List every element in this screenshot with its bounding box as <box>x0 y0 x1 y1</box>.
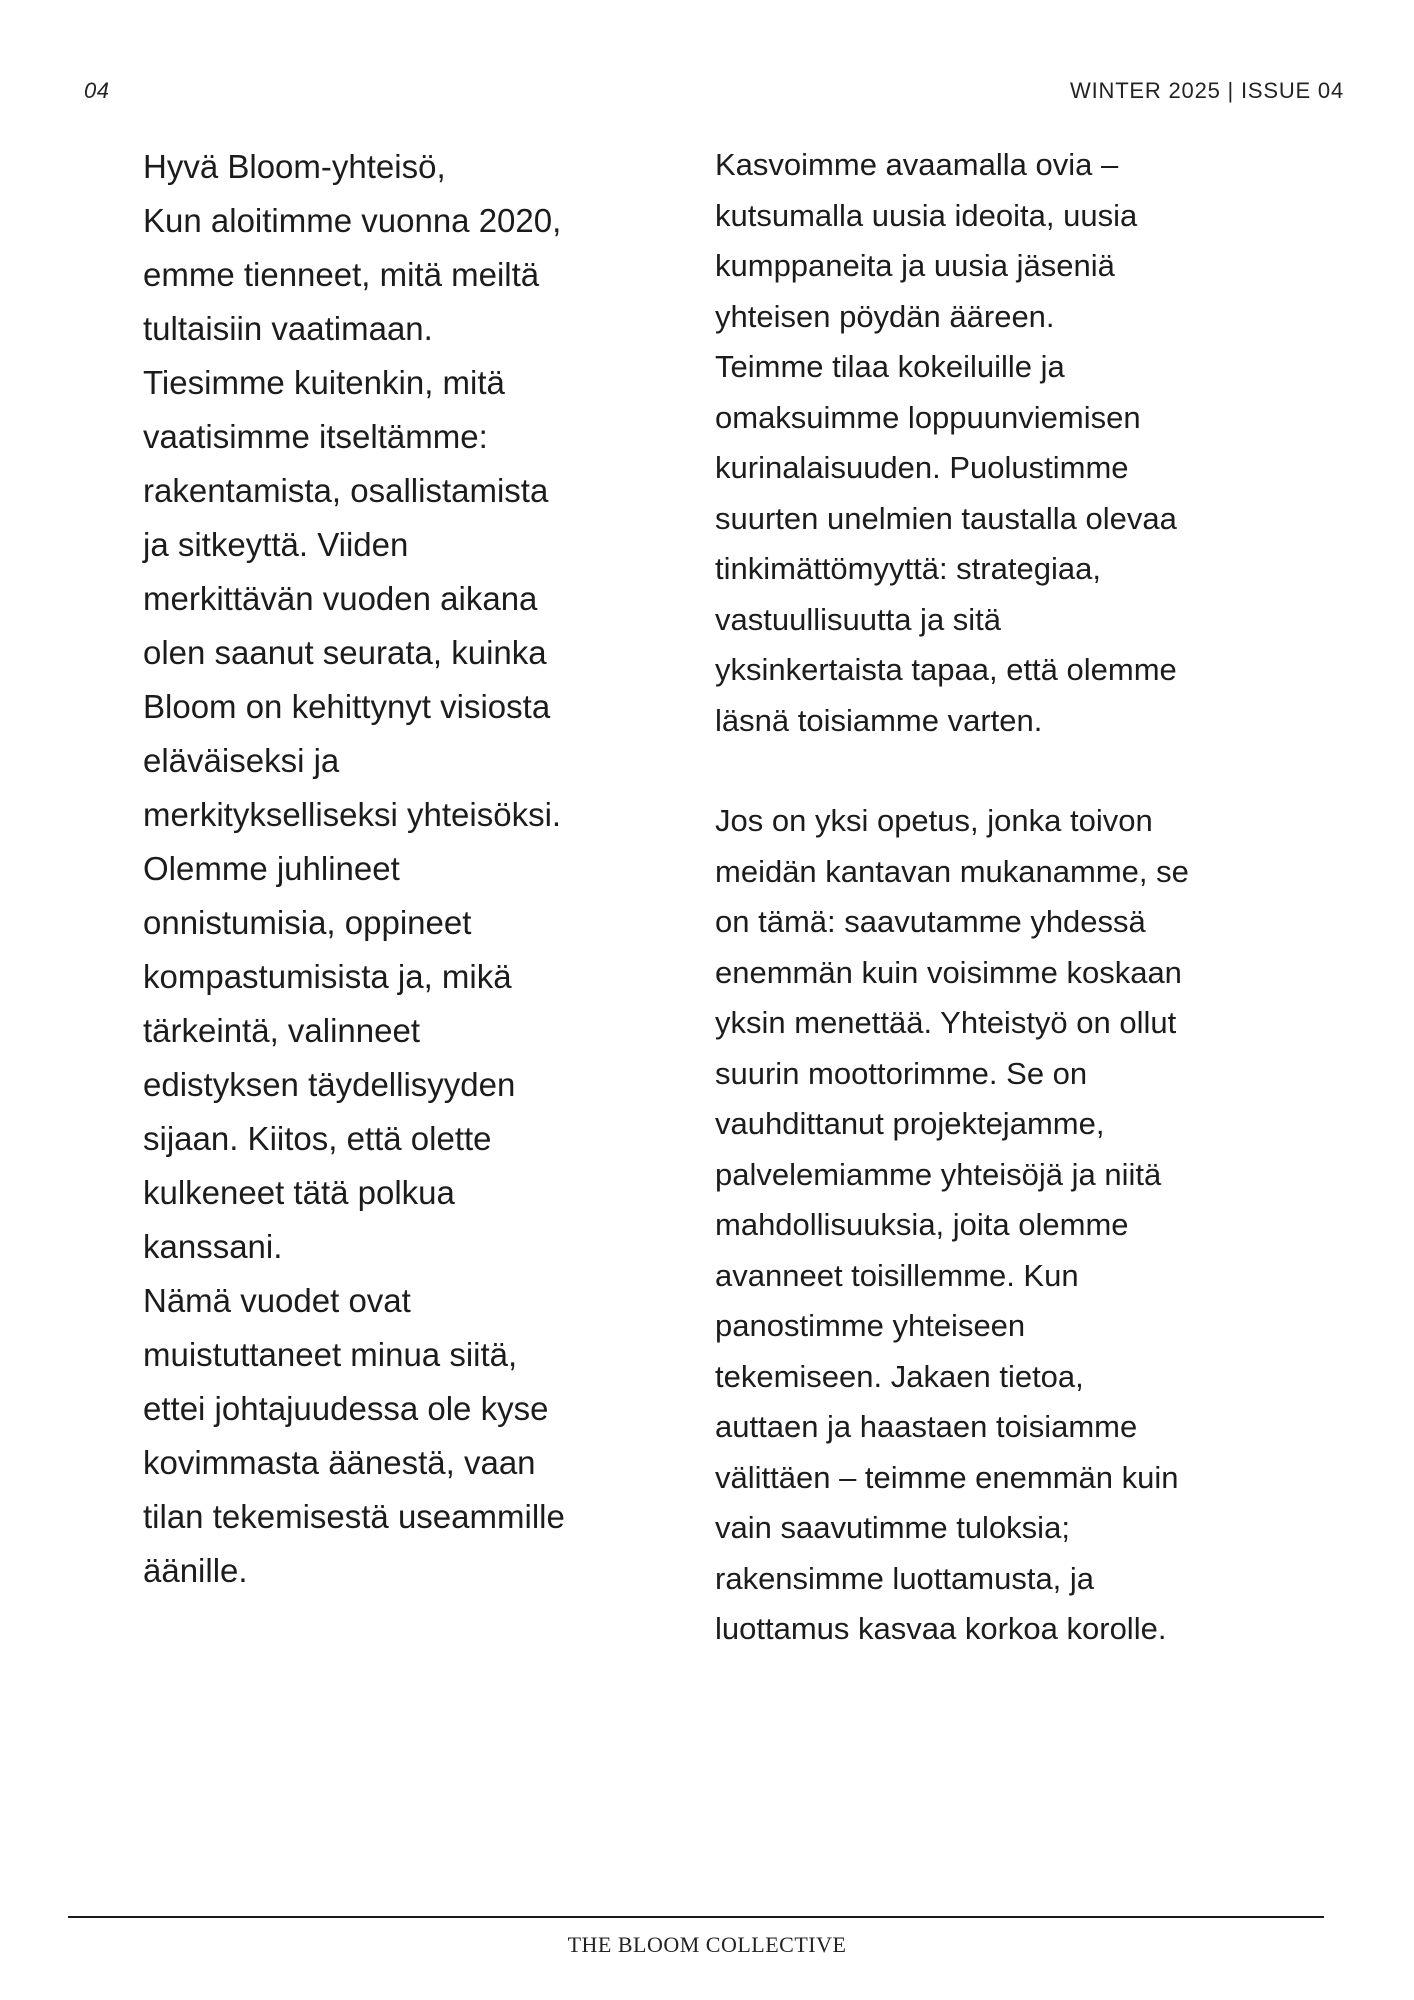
text-line: panostimme yhteiseen <box>715 1308 1026 1343</box>
text-line: enemmän kuin voisimme koskaan <box>715 954 1182 990</box>
footer-divider <box>68 1916 1324 1918</box>
text-line: ja sitkeyttä. Viiden <box>143 526 409 563</box>
text-line: luottamus kasvaa korkoa korolle. <box>715 1611 1167 1646</box>
text-line: kulkeneet tätä polkua <box>143 1174 455 1211</box>
text-line: Teimme tilaa kokeiluille ja <box>715 349 1065 384</box>
text-line: Kun aloitimme vuonna 2020, <box>143 202 562 239</box>
text-line: avanneet toisillemme. Kun <box>715 1257 1079 1293</box>
text-line: Kasvoimme avaamalla ovia – <box>715 147 1119 182</box>
text-line: kurinalaisuuden. Puolustimme <box>715 450 1129 485</box>
text-line: eläväiseksi ja <box>143 742 340 779</box>
text-line: yksinkertaista tapaa, että olemme <box>715 652 1177 687</box>
text-line: muistuttaneet minua siitä, <box>143 1336 518 1373</box>
text-line: edistyksen täydellisyyden <box>143 1066 516 1103</box>
text-line: Jos on yksi opetus, jonka toivon <box>715 803 1153 838</box>
text-line: auttaen ja haastaen toisiamme <box>715 1409 1138 1444</box>
text-line: Bloom on kehittynyt visiosta <box>143 688 551 725</box>
text-line: rakentamista, osallistamista <box>143 472 549 509</box>
text-line: tekemiseen. Jakaen tietoa, <box>715 1358 1084 1394</box>
text-line: meidän kantavan mukanamme, se <box>715 853 1189 889</box>
text-line: vastuullisuutta ja sitä <box>715 601 1002 637</box>
text-line: sijaan. Kiitos, että olette <box>143 1120 492 1157</box>
text-line: kompastumisista ja, mikä <box>143 958 512 995</box>
text-line: tultaisiin vaatimaan. <box>143 310 433 347</box>
text-line: onnistumisia, oppineet <box>143 904 472 941</box>
text-line: omaksuimme loppuunviemisen <box>715 399 1141 435</box>
text-line: vain saavutimme tuloksia; <box>715 1510 1070 1545</box>
text-line: suurten unelmien taustalla olevaa <box>715 500 1177 536</box>
right-column <box>715 140 1315 1655</box>
issue-label: WINTER 2025 | ISSUE 04 <box>1070 78 1344 103</box>
text-line: kovimmasta äänestä, vaan <box>143 1444 536 1481</box>
text-line: palvelemiamme yhteisöjä ja niitä <box>715 1156 1162 1192</box>
page-number: 04 <box>84 78 110 103</box>
text-line: Olemme juhlineet <box>143 850 400 887</box>
text-line: ettei johtajuudessa ole kyse <box>143 1390 549 1427</box>
footer-publication-name: THE BLOOM COLLECTIVE <box>567 1932 847 1957</box>
text-line: vauhdittanut projektejamme, <box>715 1106 1105 1141</box>
text-line: tilan tekemisestä useammille <box>143 1498 565 1535</box>
text-line: äänille. <box>143 1552 248 1589</box>
text-line: merkittävän vuoden aikana <box>143 580 538 617</box>
paragraph-collaboration <box>715 796 1315 1655</box>
text-line: vaatisimme itseltämme: <box>143 418 488 455</box>
text-line: emme tienneet, mitä meiltä <box>143 256 540 293</box>
text-line: läsnä toisiamme varten. <box>715 702 1043 738</box>
text-line: merkitykselliseksi yhteisöksi. <box>143 796 562 833</box>
text-line: kutsumalla uusia ideoita, uusia <box>715 197 1138 233</box>
text-line: olen saanut seurata, kuinka <box>143 634 547 671</box>
text-line: tinkimättömyyttä: strategiaa, <box>715 551 1101 586</box>
left-column <box>143 140 683 1598</box>
text-line: suurin moottorimme. Se on <box>715 1055 1088 1091</box>
paragraph-growth <box>715 140 1315 746</box>
text-line: Hyvä Bloom-yhteisö, <box>143 148 446 185</box>
text-line: Nämä vuodet ovat <box>143 1282 411 1319</box>
text-line: rakensimme luottamusta, ja <box>715 1560 1095 1596</box>
text-line: yhteisen pöydän ääreen. <box>715 298 1055 334</box>
text-line: Tiesimme kuitenkin, mitä <box>143 364 505 401</box>
text-line: yksin menettää. Yhteistyö on ollut <box>715 1005 1177 1040</box>
text-line: kanssani. <box>143 1228 283 1265</box>
text-line: välittäen – teimme enemmän kuin <box>715 1459 1179 1495</box>
text-line: tärkeintä, valinneet <box>143 1012 421 1049</box>
text-line: mahdollisuuksia, joita olemme <box>715 1207 1129 1242</box>
text-line: kumppaneita ja uusia jäseniä <box>715 248 1115 283</box>
text-line: on tämä: saavutamme yhdessä <box>715 904 1146 939</box>
paragraph-spacer <box>715 746 1315 796</box>
